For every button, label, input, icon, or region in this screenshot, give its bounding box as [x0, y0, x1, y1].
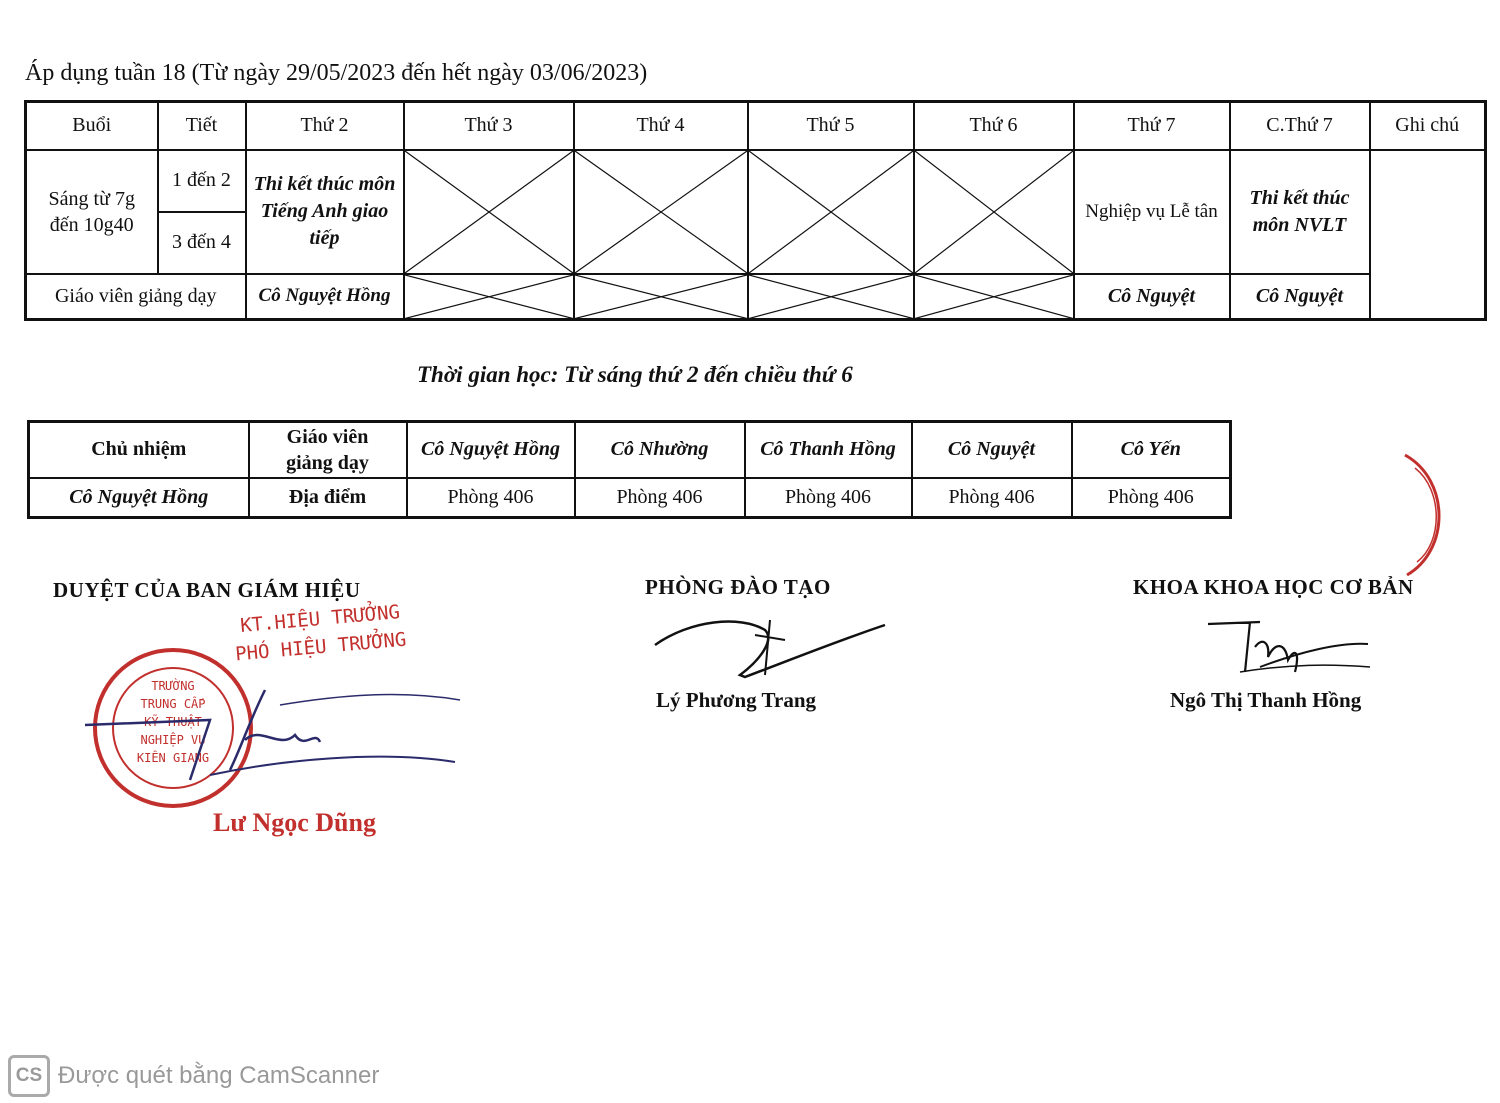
cross-mark: [915, 275, 1073, 319]
weekly-schedule-table: [24, 100, 1487, 321]
cross-mark: [405, 151, 573, 273]
stamp-line-1: KT.HIỆU TRƯỞNG: [239, 601, 401, 637]
camscanner-logo-icon: CS: [8, 1055, 50, 1097]
location-4: Phòng 406: [912, 478, 1072, 518]
cross-mark: [575, 151, 747, 273]
svg-text:KIÊN GIANG: KIÊN GIANG: [136, 751, 210, 765]
friday-empty-cell: [914, 150, 1074, 274]
saturday-teacher: Cô Nguyệt: [1074, 274, 1230, 320]
header-session: Buổi: [26, 102, 158, 150]
camscanner-footer: [8, 1055, 379, 1097]
cross-mark: [749, 275, 913, 319]
room-teacher-row: [29, 422, 1231, 478]
cross-mark: [575, 275, 747, 319]
partial-seal-icon: [1395, 450, 1455, 580]
svg-text:KỸ THUẬT: KỸ THUẬT: [144, 715, 202, 729]
principal-name: Lư Ngọc Dũng: [213, 808, 376, 837]
period-1-2: 1 đến 2: [158, 150, 246, 212]
notes-cell: [1370, 150, 1486, 320]
session-cell: [26, 150, 158, 274]
training-title: PHÒNG ĐÀO TẠO: [645, 575, 831, 599]
location-1: Phòng 406: [407, 478, 575, 518]
session-text: Sáng từ 7g đến 10g40: [48, 187, 135, 236]
page-heading: Áp dụng tuần 18 (Từ ngày 29/05/2023 đến hết ngày 03/06/2023): [25, 60, 648, 86]
wednesday-teacher-empty: [574, 274, 748, 320]
location-label: Địa điểm: [249, 478, 407, 518]
teacher-label: [249, 422, 407, 478]
monday-subject-text: Thi kết thúc môn Tiếng Anh giao tiếp: [253, 173, 396, 249]
header-monday: Thứ 2: [246, 102, 404, 150]
svg-text:TRUNG CẤP: TRUNG CẤP: [140, 697, 206, 711]
thursday-teacher-empty: [748, 274, 914, 320]
location-3: Phòng 406: [745, 478, 912, 518]
schedule-header-row: [26, 102, 1486, 150]
saturday-afternoon-teacher: Cô Nguyệt: [1230, 274, 1370, 320]
principal-title: DUYỆT CỦA BAN GIÁM HIỆU: [53, 578, 361, 602]
header-friday: Thứ 6: [914, 102, 1074, 150]
teacher-4: Cô Nguyệt: [912, 422, 1072, 478]
homeroom-teacher: Cô Nguyệt Hồng: [29, 478, 249, 518]
header-saturday-afternoon: C.Thứ 7: [1230, 102, 1370, 150]
location-2: Phòng 406: [575, 478, 745, 518]
header-wednesday: Thứ 4: [574, 102, 748, 150]
cross-mark: [915, 151, 1073, 273]
thursday-empty-cell: [748, 150, 914, 274]
room-location-row: [29, 478, 1231, 518]
science-title: KHOA KHOA HỌC CƠ BẢN: [1133, 575, 1414, 599]
header-period: Tiết: [158, 102, 246, 150]
friday-teacher-empty: [914, 274, 1074, 320]
science-signature: [1200, 612, 1380, 682]
saturday-afternoon-subject: [1230, 150, 1370, 274]
header-tuesday: Thứ 3: [404, 102, 574, 150]
wednesday-empty-cell: [574, 150, 748, 274]
location-5: Phòng 406: [1072, 478, 1231, 518]
monday-teacher: Cô Nguyệt Hồng: [246, 274, 404, 320]
header-thursday: Thứ 5: [748, 102, 914, 150]
study-time-note: Thời gian học: Từ sáng thứ 2 đến chiều thứ 6: [417, 362, 853, 387]
cross-mark: [405, 275, 573, 319]
header-notes: Ghi chú: [1370, 102, 1486, 150]
tuesday-teacher-empty: [404, 274, 574, 320]
principal-signature: [80, 680, 470, 790]
schedule-row-period-1: [26, 150, 1486, 212]
teacher-row: [26, 274, 1486, 320]
teacher-room-table: [27, 420, 1232, 519]
science-name: Ngô Thị Thanh Hồng: [1170, 688, 1362, 712]
tuesday-empty-cell: [404, 150, 574, 274]
teacher-label: Giáo viên giảng dạy: [26, 274, 246, 320]
monday-subject: [246, 150, 404, 274]
cross-mark: [749, 151, 913, 273]
teacher-5: Cô Yến: [1072, 422, 1231, 478]
header-saturday: Thứ 7: [1074, 102, 1230, 150]
svg-text:TRƯỜNG: TRƯỜNG: [151, 679, 195, 693]
camscanner-text: Được quét bằng CamScanner: [58, 1062, 380, 1089]
svg-text:NGHIỆP VỤ: NGHIỆP VỤ: [140, 733, 206, 747]
stamp-line-2: PHÓ HIỆU TRƯỞNG: [234, 628, 408, 666]
saturday-subject: Nghiệp vụ Lễ tân: [1074, 150, 1230, 274]
training-signature: [650, 615, 890, 685]
homeroom-label: Chủ nhiệm: [29, 422, 249, 478]
period-3-4: 3 đến 4: [158, 212, 246, 274]
saturday-afternoon-subject-text: Thi kết thúc môn NVLT: [1249, 186, 1350, 236]
teacher-3: Cô Thanh Hồng: [745, 422, 912, 478]
teacher-2: Cô Nhường: [575, 422, 745, 478]
teacher-1: Cô Nguyệt Hồng: [407, 422, 575, 478]
training-name: Lý Phương Trang: [656, 688, 816, 712]
teacher-label-text: Giáo viên giảng dạy: [286, 425, 369, 474]
